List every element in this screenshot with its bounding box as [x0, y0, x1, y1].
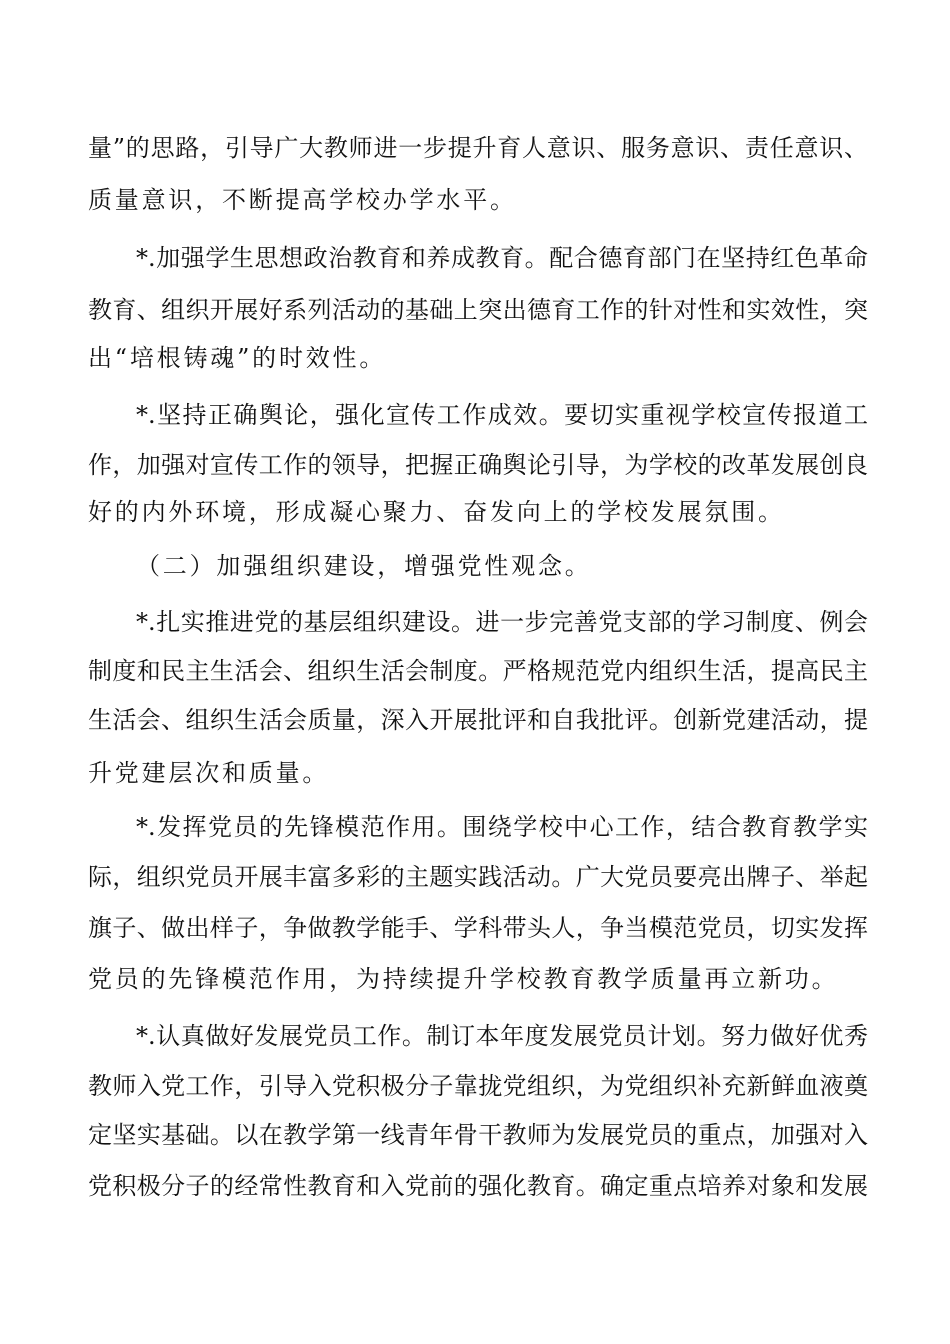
paragraph-first-line: *.发挥党员的先锋模范作用。围绕学校中心工作，结合教育教学实: [136, 813, 868, 841]
paragraph-first-line: *.坚持正确舆论，强化宣传工作成效。要切实重视学校宣传报道工: [136, 401, 868, 429]
paragraph-first-line: *.认真做好发展党员工作。制订本年度发展党员计划。努力做好优秀: [136, 1022, 868, 1050]
text-line: 党员的先锋模范作用，为持续提升学校教育教学质量再立新功。: [88, 965, 839, 993]
text-line: 制度和民主生活会、组织生活会制度。严格规范党内组织生活，提高民主: [88, 657, 868, 685]
text-line: 升党建层次和质量。: [88, 759, 330, 787]
text-line: 好的内外环境，形成凝心聚力、奋发向上的学校发展氛围。: [88, 498, 785, 526]
text-line: 教师入党工作，引导入党积极分子靠拢党组织，为党组织补充新鲜血液奠: [88, 1072, 868, 1100]
text-line: 教育、组织开展好系列活动的基础上突出德育工作的针对性和实效性，突: [88, 296, 868, 324]
text-line: 生活会、组织生活会质量，深入开展批评和自我批评。创新党建活动，提: [88, 706, 868, 734]
text-line: 量”的思路，引导广大教师进一步提升育人意识、服务意识、责任意识、: [88, 134, 868, 162]
text-line: 作，加强对宣传工作的领导，把握正确舆论引导，为学校的改革发展创良: [88, 451, 868, 479]
paragraph-first-line: *.加强学生思想政治教育和养成教育。配合德育部门在坚持红色革命: [136, 244, 868, 272]
text-line: 定坚实基础。以在教学第一线青年骨干教师为发展党员的重点，加强对入: [88, 1121, 868, 1149]
text-line: 质量意识，不断提高学校办学水平。: [88, 186, 517, 214]
text-line: 际，组织党员开展丰富多彩的主题实践活动。广大党员要亮出牌子、举起: [88, 863, 868, 891]
section-heading: （二）加强组织建设，增强党性观念。: [136, 552, 592, 580]
paragraph-first-line: *.扎实推进党的基层组织建设。进一步完善党支部的学习制度、例会: [136, 608, 868, 636]
text-line: 党积极分子的经常性教育和入党前的强化教育。确定重点培养对象和发展: [88, 1172, 868, 1200]
text-line: 旗子、做出样子，争做教学能手、学科带头人，争当模范党员，切实发挥: [88, 914, 868, 942]
text-line: 出“培根铸魂”的时效性。: [88, 344, 387, 372]
